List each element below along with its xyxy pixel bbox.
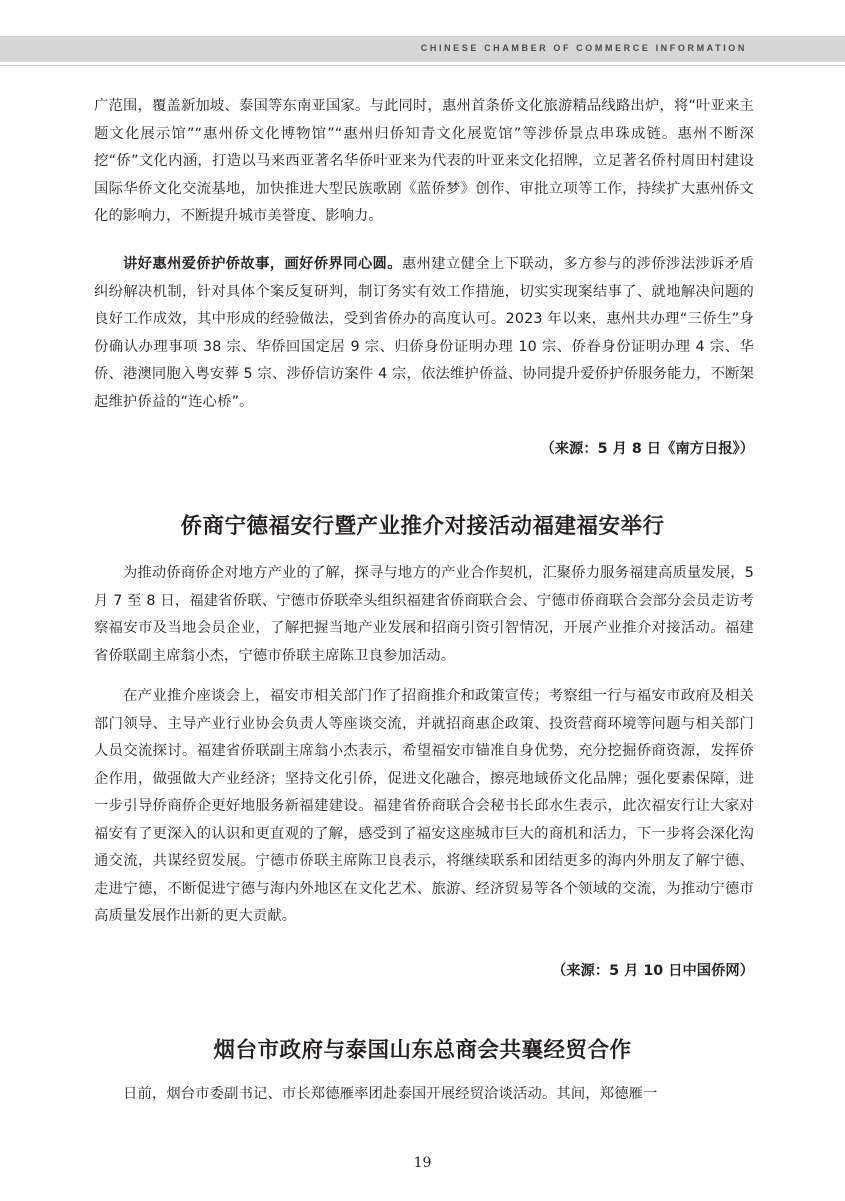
article3-title: 烟台市政府与泰国山东总商会共襄经贸合作 xyxy=(213,1038,632,1063)
page-number: 19 xyxy=(413,1155,432,1171)
article1-source: （来源：5 月 8 日《南方日报》） xyxy=(540,441,754,457)
article3-paragraph1: 日前，烟台市委副书记、市长郑德雁率团赴泰国开展经贸洽谈活动。其间，郑德雁一 xyxy=(123,1086,658,1102)
article1-paragraph2-body: 惠州建立健全上下联动，多方参与的涉侨涉法涉诉矛盾纠纷解决机制，针对具体个案反复研判，制订务实有效工作措施，切实实现案结事了、就地解决问题的良好工作成效，其中形成的经验做法，受到省侨办的高度认可。2023 年以来，惠州共办理“三侨生”身份确认办理事项 38 宗、华侨回国定居 9 宗、归侨身份证明办理 10 宗、侨眷身份证明办理 4 宗、华侨、港澳同胞入粤安葬 5 宗、涉侨信访案件 4 宗，依法维护侨益、协同提升爱侨护侨服务能力，不断架起维护侨益的“连心桥”。 xyxy=(94,256,754,410)
article2-title: 侨商宁德福安行暨产业推介对接活动福建福安举行 xyxy=(180,514,665,539)
running-header-bar xyxy=(0,36,845,62)
article1-paragraph2 xyxy=(94,251,754,416)
article1-paragraph1: 广范围，覆盖新加坡、泰国等东南亚国家。与此同时，惠州首条侨文化旅游精品线路出炉，将“叶亚来主题文化展示馆”“惠州侨文化博物馆”“惠州归侨知青文化展览馆”等涉侨景点串珠成链。惠州不断深挖“侨”文化内涵，打造以马来西亚著名华侨叶亚来为代表的叶亚来文化招牌，立足著名侨村周田村建设国际华侨文化交流基地，加快推进大型民族歌剧《蓝侨梦》创作、审批立项等工作，持续扩大惠州侨文化的影响力，不断提升城市美誉度、影响力。 xyxy=(94,98,754,224)
header-divider xyxy=(0,65,845,66)
article1-paragraph2-lead: 讲好惠州爱侨护侨故事，画好侨界同心圆。 xyxy=(123,256,402,272)
article2-paragraph1: 为推动侨商侨企对地方产业的了解，探寻与地方的产业合作契机，汇聚侨力服务福建高质量发展，5 月 7 至 8 日，福建省侨联、宁德市侨联牵头组织福建省侨商联合会、宁德市侨商联合会部分会员走访考察福安市及当地会员企业，了解把握当地产业发展和招商引资引智情况，开展产业推介对接活动。福建省侨联副主席翁小杰，宁德市侨联主席陈卫良参加活动。 xyxy=(94,565,754,664)
running-header-title: CHINESE CHAMBER OF COMMERCE INFORMATION xyxy=(420,43,747,53)
article2-source: （来源：5 月 10 日中国侨网） xyxy=(551,963,754,979)
article2-paragraph2: 在产业推介座谈会上，福安市相关部门作了招商推介和政策宣传；考察组一行与福安市政府及相关部门领导、主导产业行业协会负责人等座谈交流，并就招商惠企政策、投资营商环境等问题与相关部门人员交流探讨。福建省侨联副主席翁小杰表示，希望福安市锚准自身优势，充分挖掘侨商资源，发挥侨企作用，做强做大产业经济；坚持文化引侨，促进文化融合，擦亮地域侨文化品牌；强化要素保障，进一步引导侨商侨企更好地服务新福建建设。福建省侨商联合会秘书长邱水生表示，此次福安行让大家对福安有了更深入的认识和更直观的了解，感受到了福安这座城市巨大的商机和活力，下一步将会深化沟通交流，共谋经贸发展。宁德市侨联主席陈卫良表示，将继续联系和团结更多的海内外朋友了解宁德、走进宁德，不断促进宁德与海内外地区在文化艺术、旅游、经济贸易等各个领域的交流，为推动宁德市高质量发展作出新的更大贡献。 xyxy=(94,688,754,924)
